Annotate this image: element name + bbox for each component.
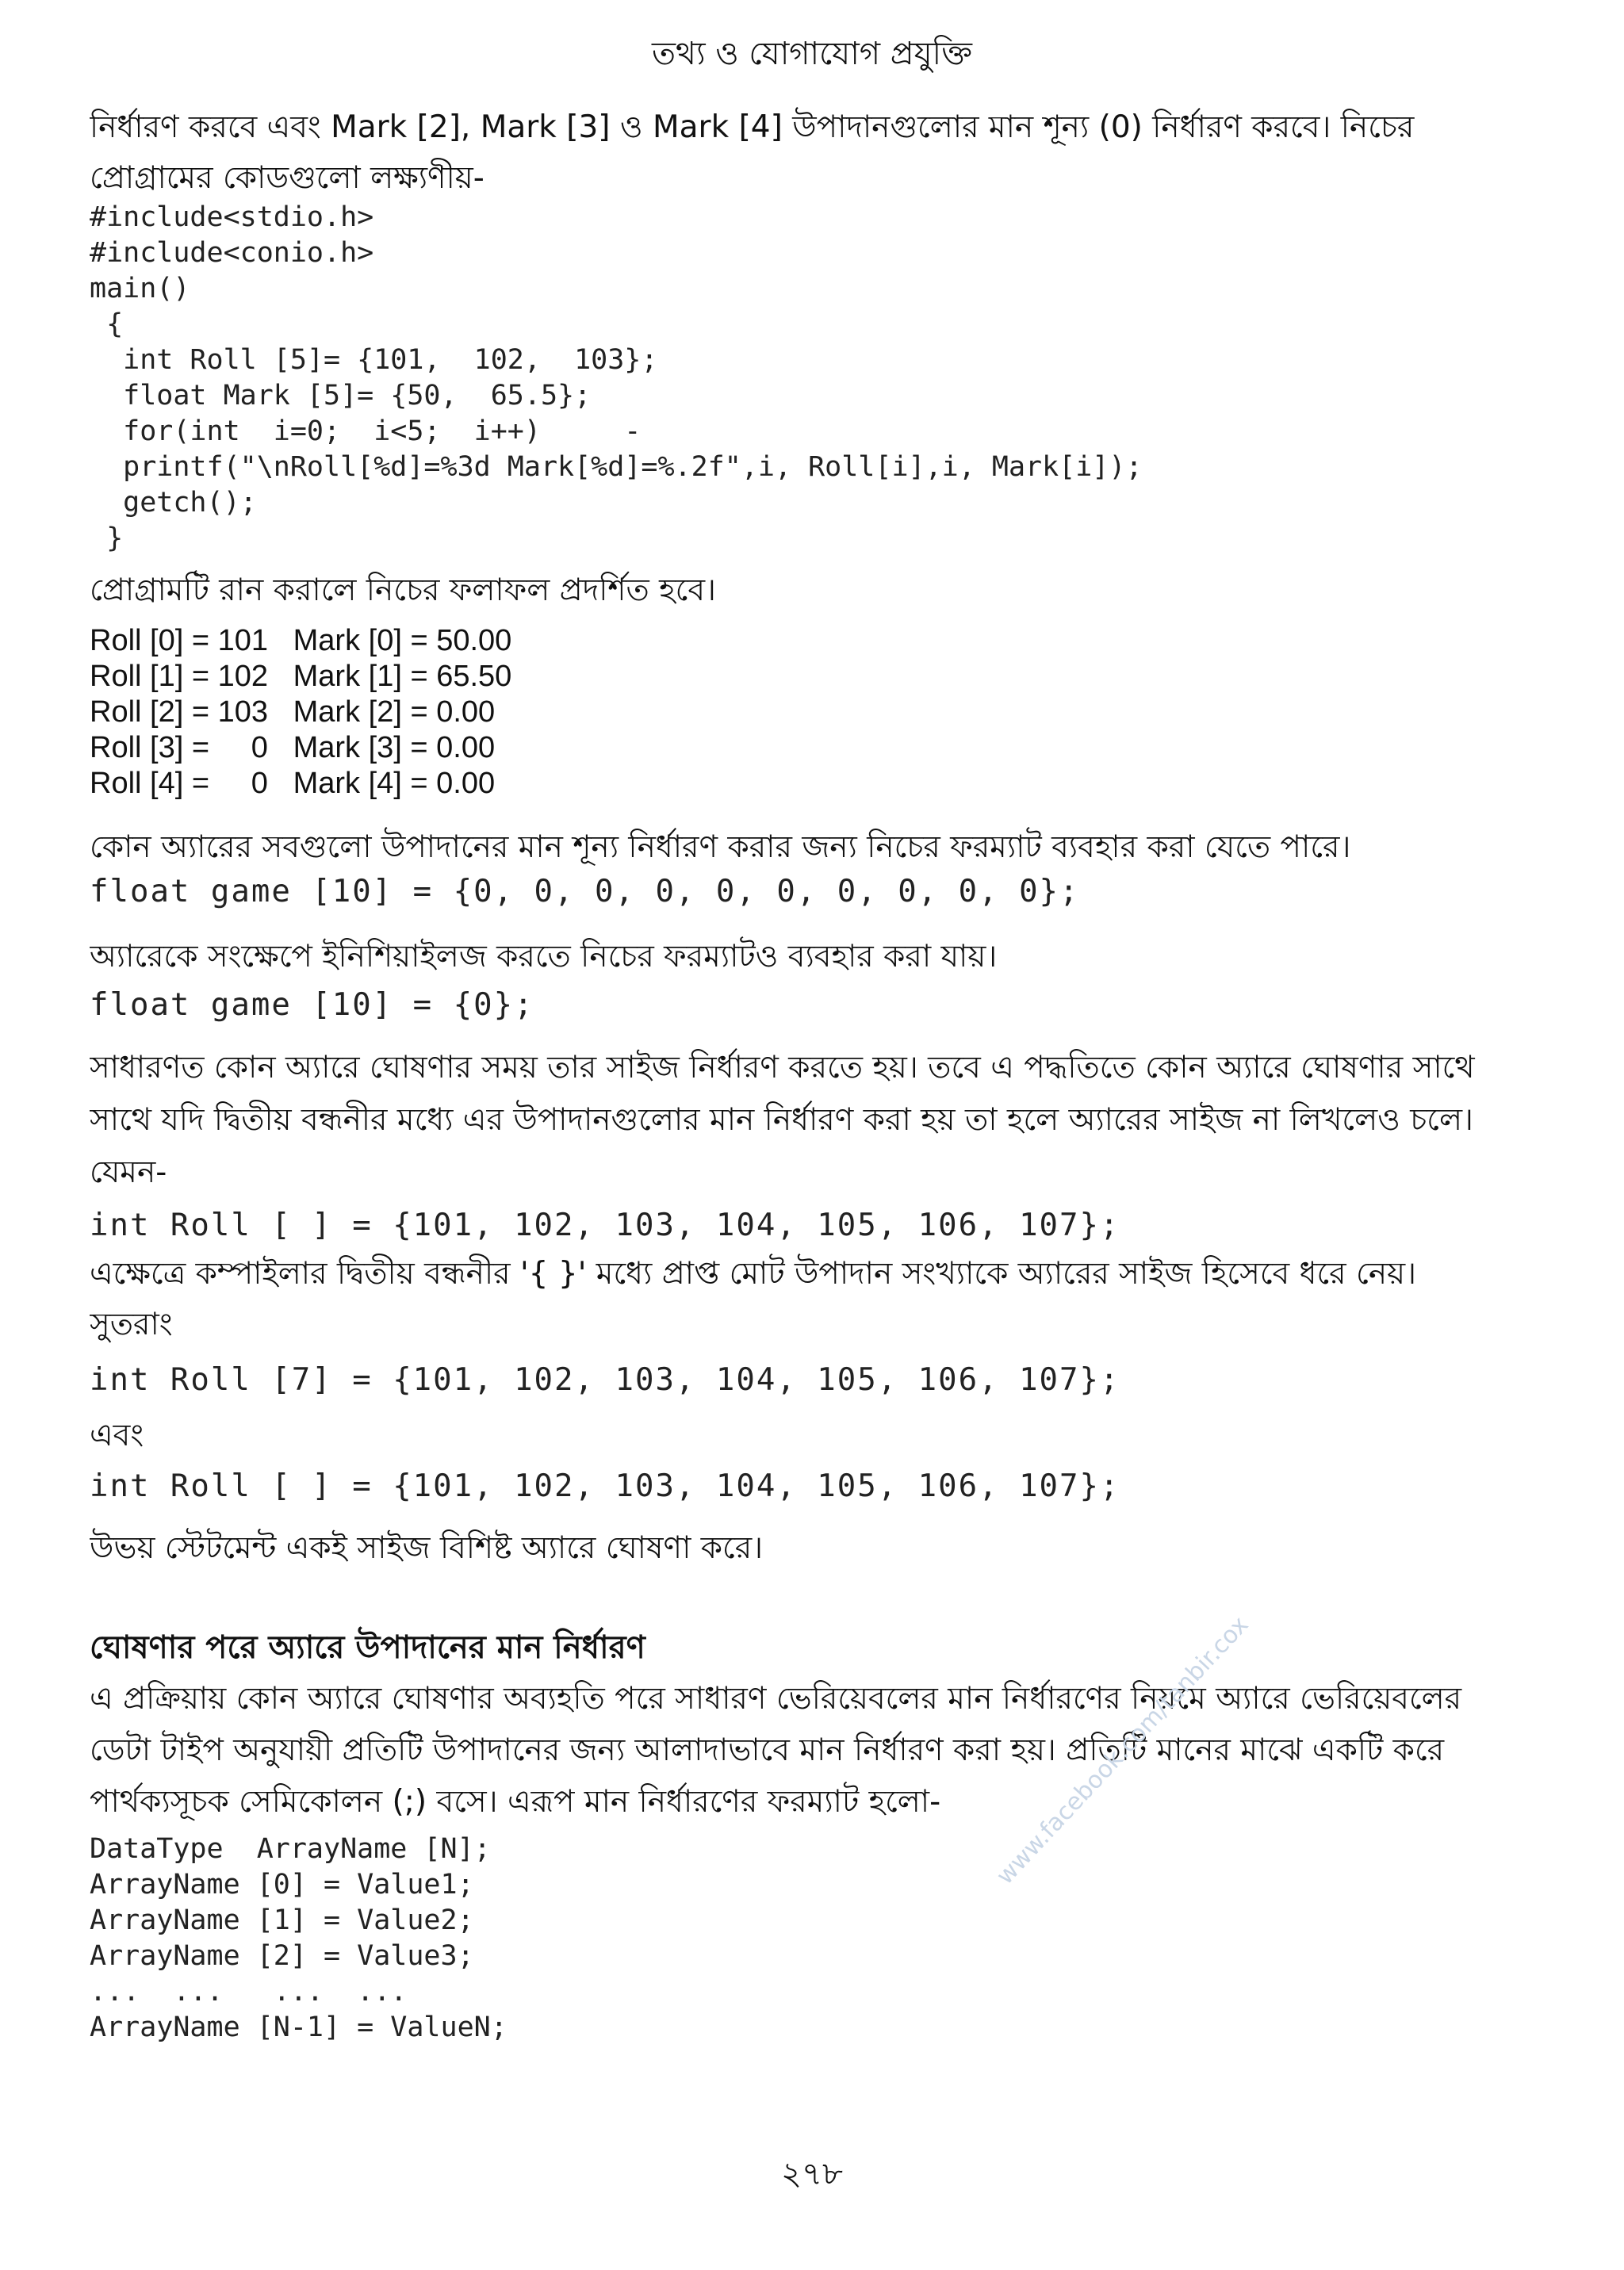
- zero-init-code: float game [10] = {0, 0, 0, 0, 0, 0, 0, 0, 0, 0};: [90, 874, 1080, 909]
- format-code-line: ArrayName [N-1] = ValueN;: [90, 2012, 508, 2043]
- compiler-text-line-2: সুতরাং: [90, 1307, 173, 1342]
- output-line: Roll [1] = 102 Mark [1] = 65.50: [90, 660, 512, 693]
- code-line: float Mark [5]= {50, 65.5};: [90, 380, 592, 412]
- section-line-1: এ প্রক্রিয়ায় কোন অ্যারে ঘোষণার অব্যহতি পরে সাধারণ ভেরিয়েবলের মান নির্ধারণের নিয়মে অ্যারে ভেরিয়েবলের: [90, 1681, 1462, 1717]
- zero-init-text: কোন অ্যারের সবগুলো উপাদানের মান শূন্য নির্ধারণ করার জন্য নিচের ফরম্যাট ব্যবহার করা যেতে পারে।: [90, 829, 1351, 865]
- code-line: #include<stdio.h>: [90, 201, 374, 233]
- compiler-text-line-1: এক্ষেত্রে কম্পাইলার দ্বিতীয় বন্ধনীর '{ }' মধ্যে প্রাপ্ত মোট উপাদান সংখ্যাকে অ্যারের সাইজ হিসেবে ধরে নেয়।: [90, 1256, 1417, 1292]
- short-init-code: float game [10] = {0};: [90, 987, 534, 1023]
- watermark-text: www.facebook.com/tanbir.cox: [991, 1611, 1254, 1890]
- output-line: Roll [3] = 0 Mark [3] = 0.00: [90, 731, 496, 764]
- format-code-line: ArrayName [2] = Value3;: [90, 1940, 474, 1972]
- size-para-line-2: সাথে যদি দ্বিতীয় বন্ধনীর মধ্যে এর উপাদানগুলোর মান নির্ধারণ করা হয় তা হলে অ্যারের সাইজ না লিখলেও চলে।: [90, 1102, 1473, 1138]
- run-description: প্রোগ্রামটি রান করালে নিচের ফলাফল প্রদর্শিত হবে।: [90, 572, 716, 608]
- both-statements-text: উভয় স্টেটমেন্ট একই সাইজ বিশিষ্ট অ্যারে ঘোষণা করে।: [90, 1530, 764, 1566]
- code-line: int Roll [5]= {101, 102, 103};: [90, 344, 658, 376]
- output-line: Roll [2] = 103 Mark [2] = 0.00: [90, 695, 496, 729]
- output-line: Roll [0] = 101 Mark [0] = 50.00: [90, 624, 512, 657]
- intro-line-2: প্রোগ্রামের কোডগুলো লক্ষ্যণীয়-: [90, 160, 485, 196]
- and-text: এবং: [90, 1418, 144, 1453]
- output-line: Roll [4] = 0 Mark [4] = 0.00: [90, 767, 496, 800]
- code-line: #include<conio.h>: [90, 237, 374, 269]
- code-line: printf("\nRoll[%d]=%3d Mark[%d]=%.2f",i, Roll[i],i, Mark[i]);: [90, 451, 1143, 483]
- intro-line-1: নির্ধারণ করবে এবং Mark [2], Mark [3] ও Mark [4] উপাদানগুলোর মান শূন্য (0) নির্ধারণ করবে। নিচের: [90, 109, 1415, 145]
- section-line-3: পার্থক্যসূচক সেমিকোলন (;) বসে। এরূপ মান নির্ধারণের ফরম্যাট হলো-: [90, 1784, 941, 1820]
- code-line: getch();: [90, 487, 257, 519]
- format-code-line: ArrayName [1] = Value2;: [90, 1904, 474, 1936]
- page-number: ২৭৮: [781, 2156, 843, 2192]
- code-line: for(int i=0; i<5; i++) -: [90, 415, 642, 447]
- format-code-line: DataType ArrayName [N];: [90, 1833, 491, 1865]
- code-line: }: [90, 523, 124, 554]
- size-para-line-3: যেমন-: [90, 1154, 167, 1190]
- format-code-line: ArrayName [0] = Value1;: [90, 1869, 474, 1901]
- format-code-line: ... ... ... ...: [90, 1976, 408, 2008]
- unsized-array-code: int Roll [ ] = {101, 102, 103, 104, 105, 106, 107};: [90, 1208, 1120, 1243]
- running-header: তথ্য ও যোগাযোগ প্রযুক্তি: [652, 36, 972, 72]
- section-line-2: ডেটা টাইপ অনুযায়ী প্রতিটি উপাদানের জন্য আলাদাভাবে মান নির্ধারণ করা হয়। প্রতিটি মানের মাঝে একটি করে: [90, 1732, 1445, 1768]
- size-para-line-1: সাধারণত কোন অ্যারে ঘোষণার সময় তার সাইজ নির্ধারণ করতে হয়। তবে এ পদ্ধতিতে কোন অ্যারে ঘোষণার সাথে: [90, 1050, 1475, 1085]
- short-init-text: অ্যারেকে সংক্ষেপে ইনিশিয়াইলজ করতে নিচের ফরম্যাটও ব্যবহার করা যায়।: [90, 939, 998, 974]
- code-line: main(): [90, 273, 190, 304]
- sized-array-code: int Roll [7] = {101, 102, 103, 104, 105, 106, 107};: [90, 1362, 1120, 1398]
- section-heading: ঘোষণার পরে অ্যারে উপাদানের মান নির্ধারণ: [90, 1629, 645, 1666]
- unsized-array-code-2: int Roll [ ] = {101, 102, 103, 104, 105, 106, 107};: [90, 1468, 1120, 1504]
- code-line: {: [90, 308, 124, 340]
